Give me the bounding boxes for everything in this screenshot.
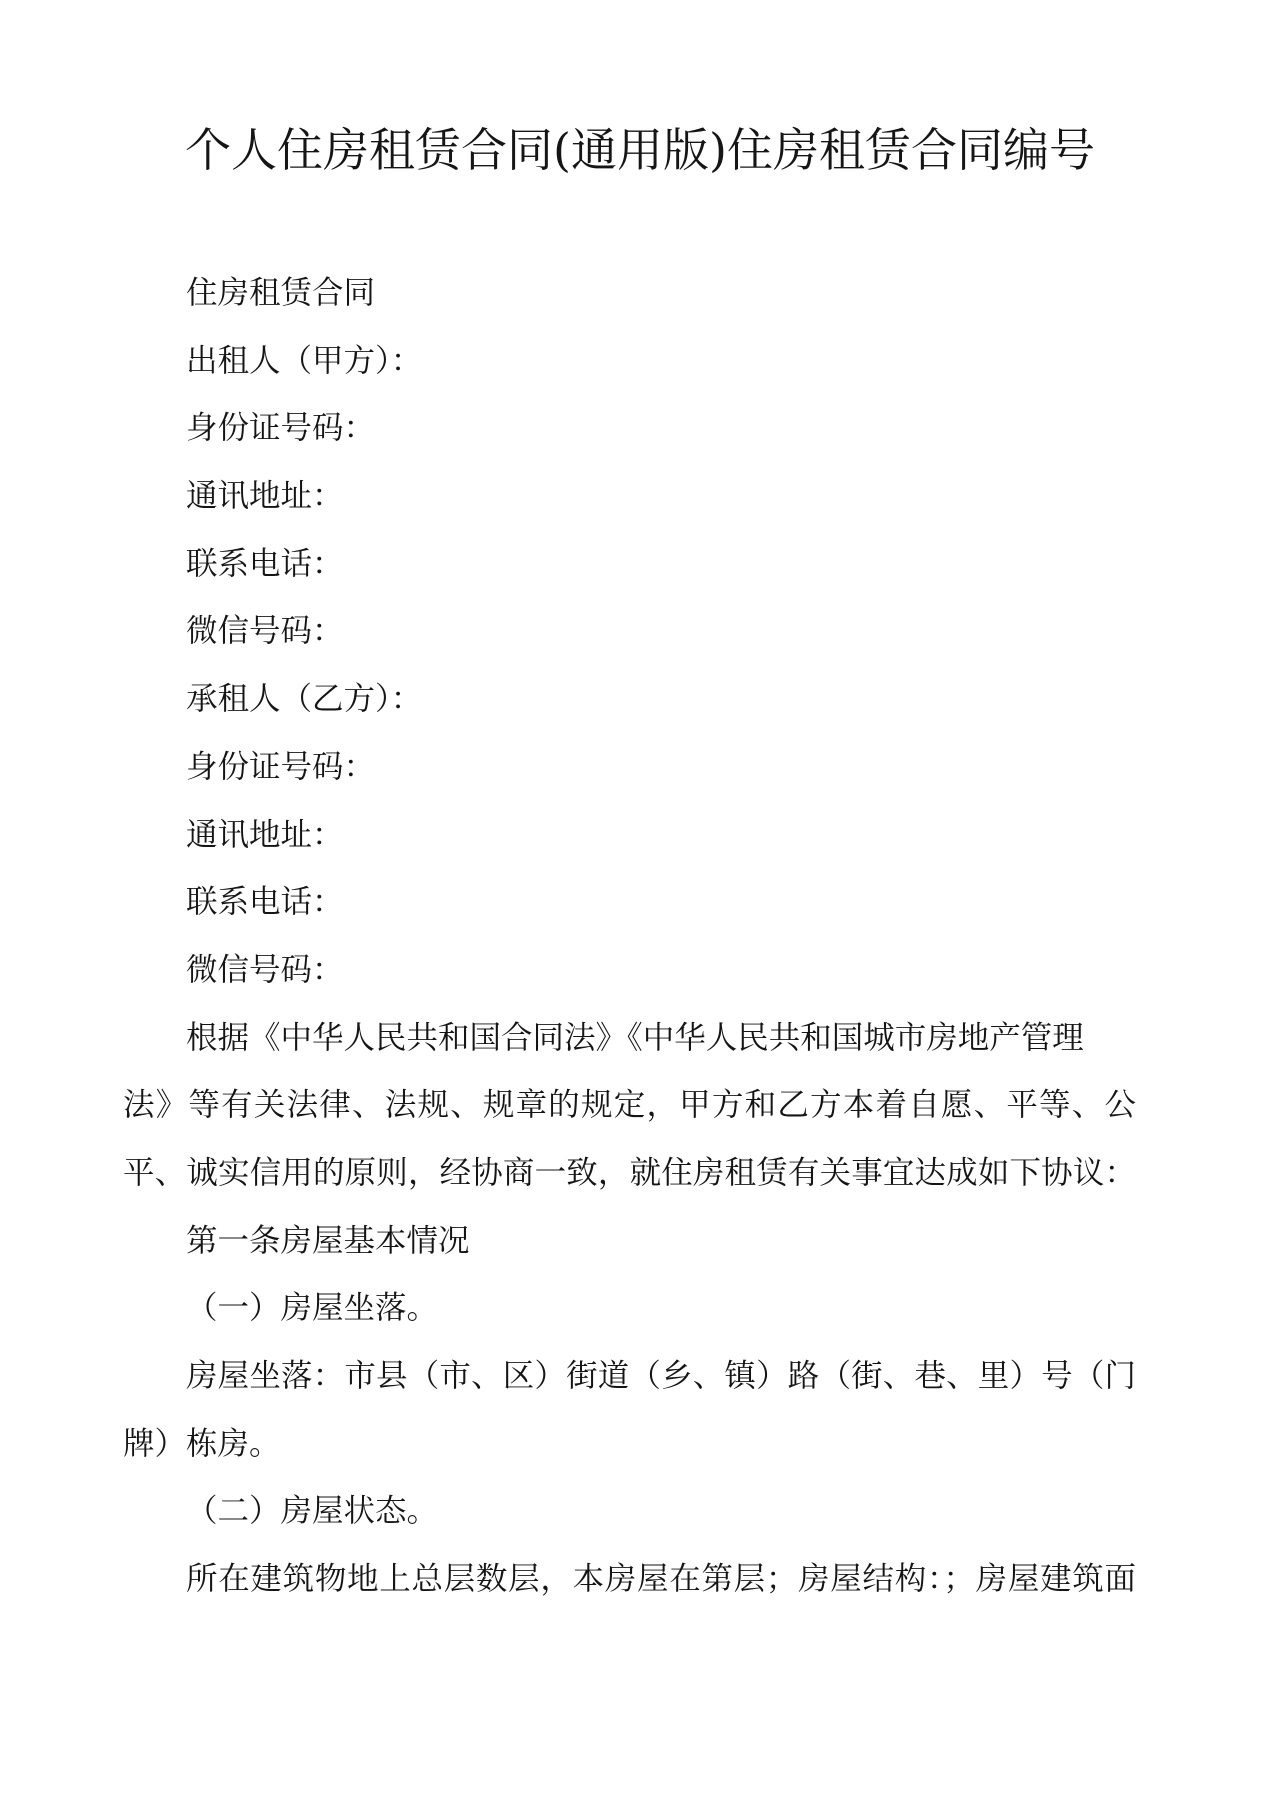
property-status-paragraph	[123, 1546, 1136, 1614]
lessor-id-number-label: 身份证号码：	[186, 410, 376, 447]
lessee-id-number-label: 身份证号码：	[186, 748, 376, 785]
lessee-id-number	[123, 734, 1136, 802]
lessee-phone	[123, 869, 1136, 937]
lessor-wechat-label: 微信号码：	[186, 613, 344, 650]
lessee-label: 承租人（乙方）：	[186, 681, 423, 718]
preamble-paragraph	[123, 1005, 1136, 1208]
lessee-phone-label: 联系电话：	[186, 884, 344, 921]
document-title: 个人住房租赁合同(通用版)住房租赁合同编号	[185, 123, 1095, 177]
section-1-heading	[123, 1275, 1136, 1343]
lessor-address	[123, 463, 1136, 531]
preamble-line: 法》等有关法律、法规、规章的规定，甲方和乙方本着自愿、平等、公	[123, 1087, 1136, 1124]
article-1-heading	[123, 1208, 1136, 1276]
contract-heading: 住房租赁合同	[186, 275, 376, 311]
contract-heading-paragraph	[123, 260, 1136, 328]
lessee-wechat	[123, 937, 1136, 1005]
property-location-line: 牌）栋房。	[123, 1425, 281, 1462]
lessor-section	[123, 328, 1136, 396]
lessee-section	[123, 666, 1136, 734]
lessor-phone-label: 联系电话：	[186, 545, 344, 582]
property-status-line: 所在建筑物地上总层数层，本房屋在第层；房屋结构：；房屋建筑面	[186, 1561, 1136, 1598]
lessor-phone	[123, 531, 1136, 599]
section-1-title: （一）房屋坐落。	[186, 1290, 439, 1327]
section-2-heading	[123, 1478, 1136, 1546]
lessor-label: 出租人（甲方）：	[186, 342, 423, 379]
lessor-id-number	[123, 395, 1136, 463]
property-location-line: 房屋坐落：市县（市、区）街道（乡、镇）路（街、巷、里）号（门	[186, 1358, 1136, 1394]
lessee-address-label: 通讯地址：	[186, 816, 344, 853]
lessee-address	[123, 802, 1136, 870]
preamble-line: 平、诚实信用的原则，经协商一致，就住房租赁有关事宜达成如下协议：	[123, 1154, 1136, 1191]
article-1-title: 第一条房屋基本情况	[186, 1222, 470, 1259]
lessee-wechat-label: 微信号码：	[186, 951, 344, 988]
lessor-address-label: 通讯地址：	[186, 478, 344, 515]
preamble-line: 根据《中华人民共和国合同法》《中华人民共和国城市房地产管理	[186, 1019, 1084, 1056]
section-2-title: （二）房屋状态。	[186, 1493, 439, 1530]
document-body	[123, 260, 1136, 1614]
property-location-paragraph	[123, 1343, 1136, 1478]
lessor-wechat	[123, 598, 1136, 666]
